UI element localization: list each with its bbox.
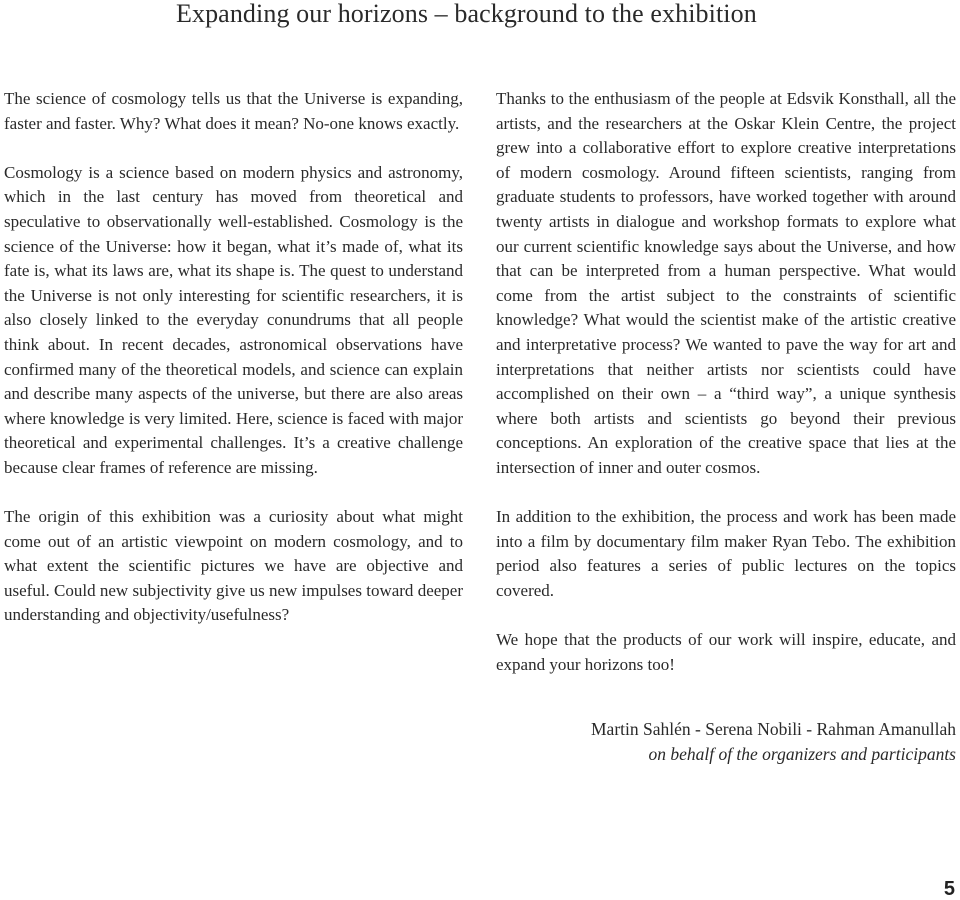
page-title: Expanding our horizons – background to the exhibition [176, 0, 757, 28]
paragraph-closing: We hope that the products of our work will inspire, educate, and expand your horizons too! [496, 630, 956, 674]
paragraph-film: In addition to the exhibition, the process and work has been made into a film by documentary film maker Ryan Tebo. The exhibition period also features a series of public lectures on the topics covered. [496, 507, 956, 600]
paragraph-intro: The science of cosmology tells us that the Universe is expanding, faster and faster. Why? What does it mean? No-one knows exactly. [4, 89, 463, 133]
paragraph-origin: The origin of this exhibition was a curiosity about what might come out of an artistic viewpoint on modern cosmology, and to what extent the scientific pictures we have are objective and useful. Could new subjectivity give us new impulses toward deeper understanding and objectivity/usefulness? [4, 507, 463, 625]
signature-names: Martin Sahlén - Serena Nobili - Rahman Amanullah [591, 719, 956, 739]
left-column [4, 87, 463, 628]
signature-role: on behalf of the organizers and participants [648, 744, 956, 764]
right-column [496, 87, 956, 677]
signature-block [591, 717, 956, 767]
paragraph-cosmology: Cosmology is a science based on modern physics and astronomy, which in the last century has moved from theoretical and speculative to observationally well-established. Cosmology is the science of the Universe: how it began, what it’s made of, what its fate is, what its laws are, what its shape is. The quest to understand the Universe is not only interesting for scientific researchers, it is also closely linked to the everyday conundrums that all people think about. In recent decades, astronomical observations have confirmed many of the theoretical models, and science can explain and describe many aspects of the universe, but there are also areas where knowledge is very limited. Here, science is faced with major theoretical and experimental challenges. It’s a creative challenge because clear frames of reference are missing. [4, 162, 463, 477]
paragraph-collaboration: Thanks to the enthusiasm of the people at Edsvik Konsthall, all the artists, and the researchers at the Oskar Klein Centre, the project grew into a collaborative effort to explore creative interpretations of modern cosmology. Around fifteen scientists, ranging from graduate students to professors, have worked together with around twenty artists in dialogue and workshop formats to explore what our current scientific knowledge says about the Universe, and how that can be interpreted from a human perspective. What would come from the artist subject to the constraints of scientific knowledge? What would the scientist make of the artistic creative and interpretative process? We wanted to pave the way for art and interpretations that neither artists nor scientists could have accomplished on their own – a “third way”, a unique synthesis where both artists and scientists go beyond their previous conceptions. An exploration of the creative space that lies at the intersection of inner and outer cosmos. [496, 89, 956, 477]
page-number: 5 [943, 878, 955, 900]
